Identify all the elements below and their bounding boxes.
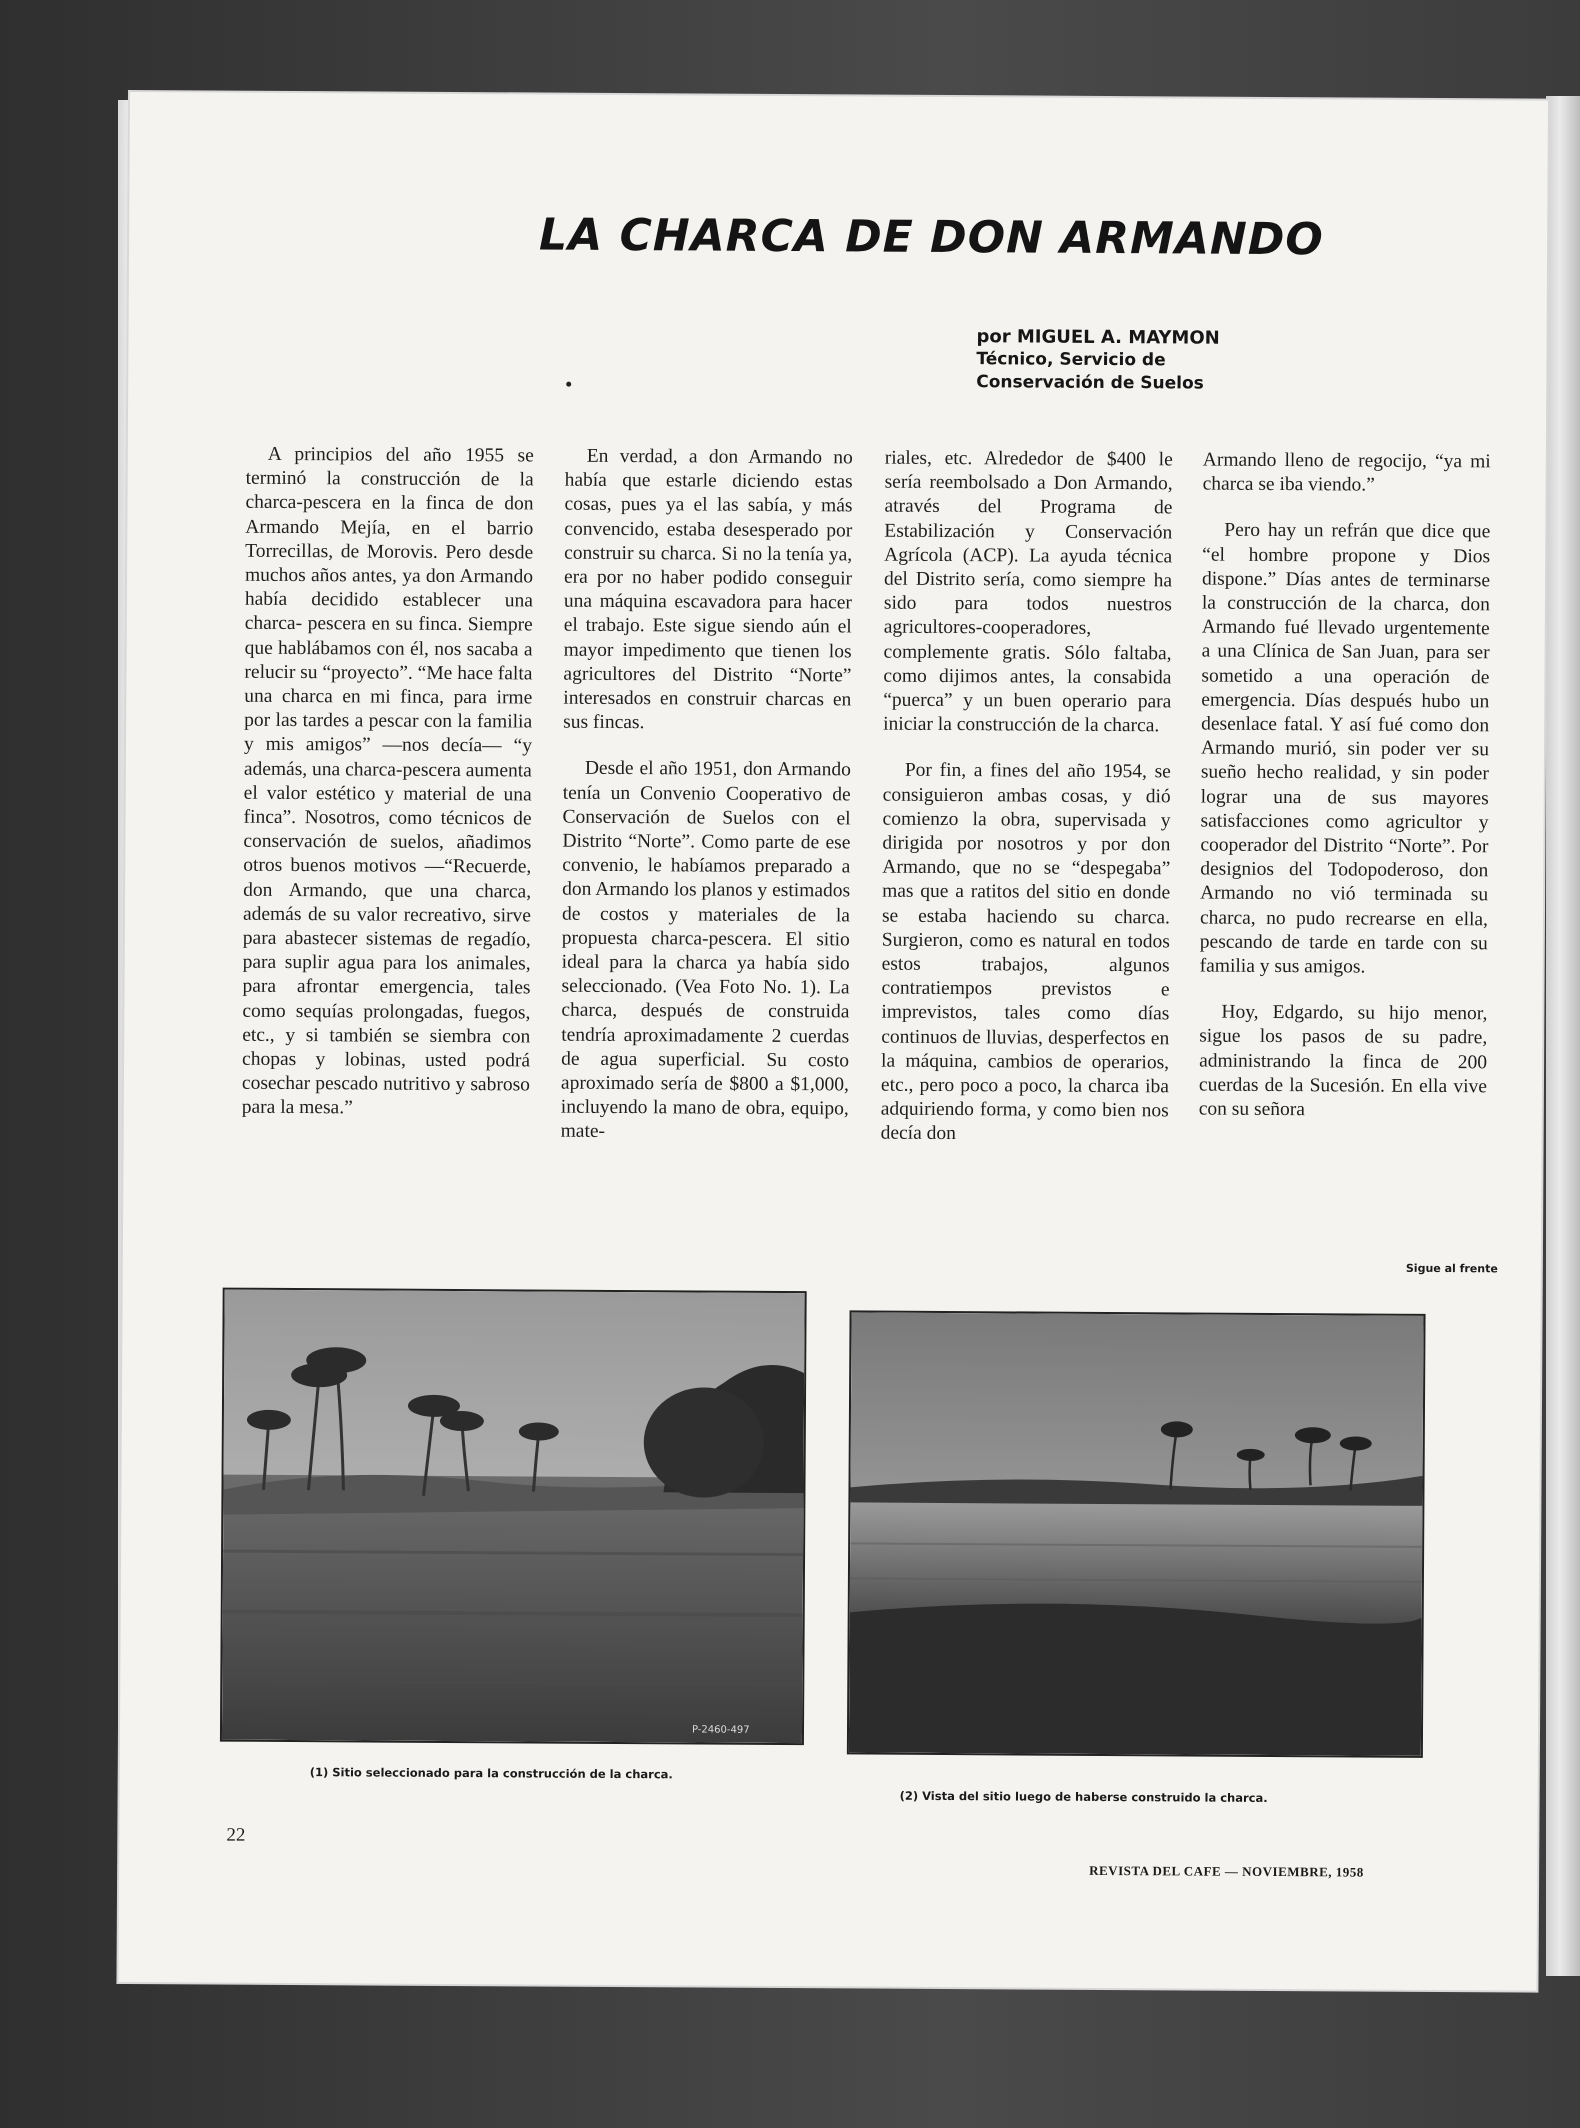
stray-mark: [566, 382, 571, 387]
landscape-photo-1: [222, 1290, 805, 1744]
paragraph: Desde el año 1951, don Armando tenía un Convenio Cooperativo de Conservación de Suelos con el Distrito “Norte”. Como parte de ese convenio, le habíamos preparado a don Armando los planos y estimados de costos y materiales de la propuesta charca-pescera. El sitio ideal para la charca ya había sido seleccionado. (Vea Foto No. 1). La charca, después de construida tendría aproximadamente 2 cuerdas de agua superficial. Su costo aproximado sería de $800 a $1,000, incluyendo la mano de obra, equipo, mate-: [560, 758, 851, 1143]
paragraph: Pero hay un refrán que dice que “el hombre propone y Dios dispone.” Días antes de terminarse la construcción de la charca, don Armando fué llevado urgentemente a una Clínica de San Juan, para ser sometido a una operación de emergencia. Días después hubo un desenlace fatal. Y así fué como don Armando murió, sin poder ver su sueño hecho realidad, y sin poder lograr una de sus mayores satisfacciones como agricultor y cooperador del Distrito “Norte”. Por designios del Todopoderoso, don Armando no vió terminada su charca, no pudo recrearse en ella, pescando de tarde en tarde con su familia y sus amigos.: [1199, 520, 1491, 978]
continued-note: Sigue al frente: [1405, 1261, 1498, 1276]
text-column-3: [880, 447, 1172, 1170]
byline-department: Conservación de Suelos: [976, 372, 1204, 394]
text-column-4: [1199, 449, 1491, 1146]
byline-role: Técnico, Servicio de: [976, 349, 1166, 371]
next-page-edge: [1546, 96, 1580, 1976]
text-column-2: [560, 445, 852, 1168]
paragraph: A principios del año 1955 se terminó la construcción de la charca-pescera en la finca de don Armando Mejía, en el barrio Torrecillas, de Morovis. Pero desde muchos años antes, ya don Armando había decidido establecer una charca- pescera en su finca. Siempre que hablábamos con él, nos sacaba a relucir su “proyecto”. “Me hace falta una charca en mi finca, para irme por las tardes a pescar con la familia y mis amigos” —nos decía— “y además, una charca-pescera aumenta el valor estético y material de una finca”. Nosotros, como técnicos de conservación de suelos, añadimos otros buenos motivos —“Recuerde, don Armando, que una charca, además de su valor recreativo, sirve para abastecer sistemas de regadío, para suplir agua para los animales, para afrontar emergencia, tales como sequías prolongadas, fuegos, etc., y si también se siembra con chopas y lobinas, usted podrá cosechar pescado nutritivo y sabroso para la mesa.”: [241, 443, 534, 1119]
paragraph: Hoy, Edgardo, su hijo menor, sigue los pasos de su padre, administrando la finca de 200 cuerdas de la Sucesión. En ella vive con su señora: [1198, 1001, 1488, 1121]
paragraph: En verdad, a don Armando no había que estarle diciendo estas cosas, pues ya el las sabía, y más convencido, estaba desesperado por construir su charca. Si no la tenía ya, era por no haber podido conseguir una máquina escavadora para hacer el trabajo. Este sigue siendo aún el mayor impedimento que tienen los agricultores del Distrito “Norte” interesados en construir charcas en sus fincas.: [563, 445, 853, 734]
byline: [976, 325, 1336, 396]
paragraph: riales, etc. Alrededor de $400 le sería reembolsado a Don Armando, através del Programa de Estabilización y Conservación Agrícola (ACP). La ayuda técnica del Distrito sería, como siempre ha sido para todos nuestros agricultores-cooperadores, complemente gratis. Sólo faltaba, como dijimos antes, la consabida “puerca” y un buen operario para iniciar la construcción de la charca.: [883, 447, 1173, 737]
photo-caption-2: (2) Vista del sitio luego de haberse construido la charca.: [899, 1788, 1268, 1805]
page-number: 22: [226, 1824, 246, 1846]
article-title: LA CHARCA DE DON ARMANDO: [538, 209, 1324, 266]
photo-site-selected: [220, 1288, 807, 1746]
paragraph: Por fin, a fines del año 1954, se consiguieron ambas cosas, y dió comienzo la obra, supervisada y dirigida por nosotros y por don Armando, que no se “despegaba” mas que a ratitos del sitio en donde se estaba haciendo su charca. Surgieron, como es natural en todos estos trabajos, algunos contratiempos previstos e imprevistos, tales como días continuos de lluvias, desperfectos en la máquina, cambios de operarios, etc., pero poco a poco, la charca iba adquiriendo forma, y como bien nos decía don: [880, 760, 1171, 1145]
photo-completed-pond: [847, 1310, 1426, 1758]
paragraph: Armando lleno de regocijo, “ya mi charca se iba viendo.”: [1202, 449, 1491, 496]
running-footer: REVISTA DEL CAFE — NOVIEMBRE, 1958: [1089, 1862, 1364, 1880]
byline-author: por MIGUEL A. MAYMON: [976, 326, 1220, 349]
magazine-page: [118, 92, 1548, 1991]
landscape-photo-2: [849, 1312, 1424, 1755]
photo-stamp: P-2460-497: [691, 1724, 750, 1736]
photo-caption-1: (1) Sitio seleccionado para la construcción de la charca.: [309, 1765, 673, 1782]
text-column-1: [242, 443, 534, 1144]
